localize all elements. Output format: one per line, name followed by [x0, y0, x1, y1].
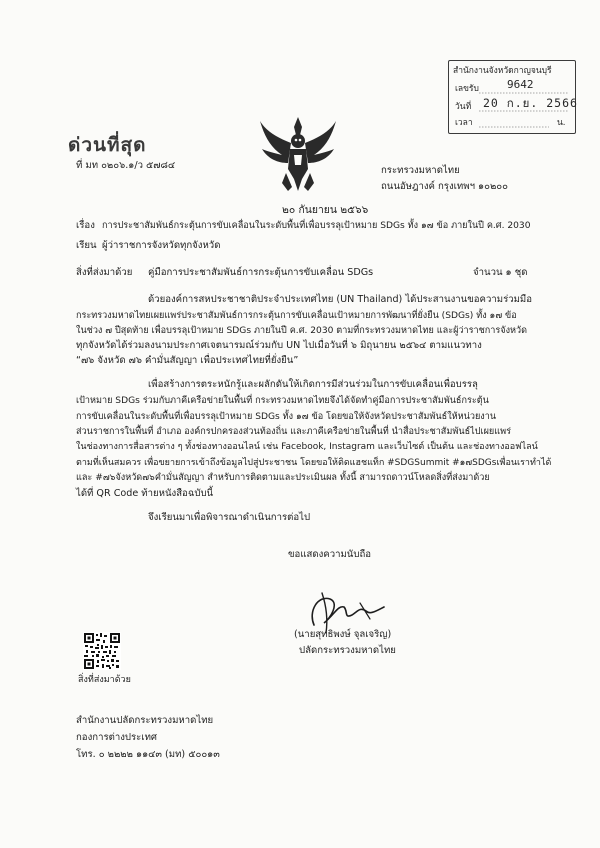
enclosure-label: สิ่งที่ส่งมาด้วย — [76, 267, 133, 278]
garuda-emblem — [256, 113, 340, 193]
paragraph2-line: ในช่องทางการสื่อสารต่าง ๆ ทั้งช่องทางออนไลน์ เช่น Facebook, Instagram และเว็บไซต์ เป็นต้น และช่องทางออฟไลน์ — [76, 442, 538, 452]
document-date: ๒๐ กันยายน ๒๕๖๖ — [282, 204, 369, 216]
recipient-label: เรียน — [76, 240, 97, 251]
paragraph2-line: เป้าหมาย SDGs ร่วมกับภาคีเครือข่ายในพื้นที่ กระทรวงมหาดไทยจึงได้จัดทำคู่มือการประชาสัมพันธ์กระตุ้น — [76, 396, 489, 406]
qr-caption: สิ่งที่ส่งมาด้วย — [78, 675, 131, 685]
signer-name: (นายสุทธิพงษ์ จุลเจริญ) — [294, 629, 392, 640]
sender-address: ถนนอัษฎางค์ กรุงเทพฯ ๑๐๒๐๐ — [381, 181, 508, 192]
stamp-date: 20 ก.ย. 2566 — [483, 96, 578, 110]
paragraph2-line: เพื่อสร้างการตระหนักรู้และผลักดันให้เกิดการมีส่วนร่วมในการขับเคลื่อนเพื่อบรรลุ — [148, 379, 478, 390]
recipient-text: ผู้ว่าราชการจังหวัดทุกจังหวัด — [102, 240, 221, 251]
paragraph1-line: ทุกจังหวัดได้ร่วมลงนามประกาศเจตนารมณ์ร่วมกับ UN ไปเมื่อวันที่ ๖ มิถุนายน ๒๕๖๔ ตามแนวทาง — [76, 340, 482, 351]
stamp-lines — [449, 61, 575, 133]
footer-phone: โทร. ๐ ๒๒๒๒ ๑๑๔๓ (มท) ๕๐๐๑๓ — [76, 749, 220, 760]
document-number: ที่ มท ๐๒๐๖.๑/ว ๕๗๘๔ — [76, 160, 176, 171]
stamp-office: สำนักงานจังหวัดกาญจนบุรี — [453, 66, 552, 76]
salutation: ขอแสดงความนับถือ — [288, 549, 372, 560]
paragraph2-line: และ #๗๖จังหวัด๗๖คำมั่นสัญญา สำหรับการติดตามและประเมินผล ทั้งนี้ สามารถดาวน์โหลดสิ่งที่ส่งมาด้วย — [76, 473, 490, 483]
enclosure-count: จำนวน ๑ ชุด — [473, 267, 528, 278]
sender-ministry: กระทรวงมหาดไทย — [381, 165, 460, 176]
paragraph1-line: ด้วยองค์การสหประชาชาติประจำประเทศไทย (UN Thailand) ได้ประสานงานขอความร่วมมือ — [148, 294, 533, 305]
closing-request: จึงเรียนมาเพื่อพิจารณาดำเนินการต่อไป — [148, 512, 311, 523]
stamp-time-label: เวลา — [455, 118, 473, 128]
receipt-stamp — [448, 60, 576, 134]
urgency-mark: ด่วนที่สุด — [68, 134, 147, 156]
subject-label: เรื่อง — [76, 220, 95, 231]
signer-title: ปลัดกระทรวงมหาดไทย — [299, 645, 396, 656]
stamp-number-label: เลขรับ — [455, 84, 479, 94]
footer-office: สำนักงานปลัดกระทรวงมหาดไทย — [76, 715, 214, 726]
footer-division: กองการต่างประเทศ — [76, 732, 157, 743]
paragraph2-line: ได้ที่ QR Code ท้ายหนังสือฉบับนี้ — [76, 488, 214, 499]
qr-code[interactable] — [83, 632, 121, 670]
stamp-date-label: วันที่ — [455, 102, 472, 112]
stamp-number: 9642 — [507, 78, 534, 91]
paragraph2-line: การขับเคลื่อนในระดับพื้นที่เพื่อบรรลุเป้าหมาย SDGs ทั้ง ๑๗ ข้อ โดยขอให้จังหวัดประชาสัมพันธ์ให้หน่วยงาน — [76, 412, 497, 422]
paragraph1-line: กระทรวงมหาดไทยเผยแพร่ประชาสัมพันธ์การกระตุ้นการขับเคลื่อนเป้าหมายการพัฒนาที่ยั่งยืน (SDGs) ทั้ง ๑๗ ข้อ — [76, 311, 517, 321]
subject-text: การประชาสัมพันธ์กระตุ้นการขับเคลื่อนในระดับพื้นที่เพื่อบรรลุเป้าหมาย SDGs ทั้ง ๑๗ ข้อ ภายในปี ค.ศ. 2030 — [102, 221, 531, 231]
stamp-time: น. — [557, 118, 566, 128]
paragraph1-line: “๗๖ จังหวัด ๗๖ คำมั่นสัญญา เพื่อประเทศไทยที่ยั่งยืน” — [76, 355, 299, 366]
enclosure-text: คู่มือการประชาสัมพันธ์การกระตุ้นการขับเคลื่อน SDGs — [148, 267, 374, 278]
paragraph1-line: ในช่วง ๗ ปีสุดท้าย เพื่อบรรลุเป้าหมาย SDGs ภายในปี ค.ศ. 2030 ตามที่กระทรวงมหาดไทย และผู้ว่าราชการจังหวัด — [76, 326, 528, 336]
paragraph2-line: ส่วนราชการในพื้นที่ อำเภอ องค์กรปกครองส่วนท้องถิ่น และภาคีเครือข่ายในพื้นที่ นำสื่อประชาสัมพันธ์ไปเผยแพร่ — [76, 427, 511, 437]
paragraph2-line: ตามที่เห็นสมควร เพื่อขยายการเข้าถึงข้อมูลไปสู่ประชาชน โดยขอให้ติดแฮชแท็ก #SDGSummit #๑๗SDGsเพื่อนเราทำได้ — [76, 458, 552, 468]
